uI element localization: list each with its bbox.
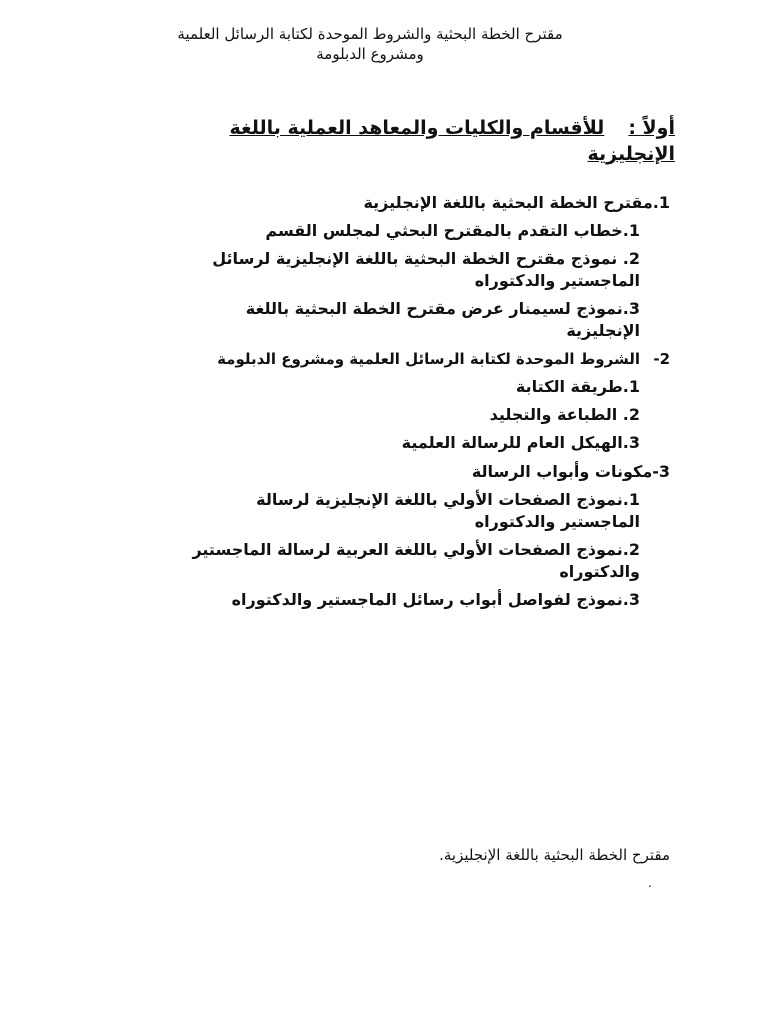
section-3-title: 3-مكونات وأبواب الرسالة (471, 462, 670, 481)
section-2-item-3: 3.الهيكل العام للرسالة العلمية (401, 433, 640, 452)
section-2-item-2: 2. الطباعة والتجليد (489, 405, 640, 424)
section-2-item-1: 1.طريقة الكتابة (515, 377, 640, 396)
section-2-number: 2- (653, 350, 670, 368)
footer-dot: . (648, 876, 652, 890)
section-1-item-3: 3.نموذج لسيمنار عرض مقترح الخطة البحثية باللغة (245, 299, 640, 318)
heading-text-line2: الإنجليزية (587, 143, 675, 165)
section-1-item-3-cont: الإنجليزية (566, 321, 640, 340)
section-3-item-2-cont: والدكتوراه (559, 562, 640, 581)
heading-text-line1: للأقسام والكليات والمعاهد العملية باللغة (229, 117, 605, 139)
document-header-line-2: ومشروع الدبلومة (316, 45, 424, 63)
section-3-item-2: 2.نموذج الصفحات الأولي باللغة العربية لرسالة الماجستير (192, 540, 640, 559)
section-1-item-2: 2. نموذج مقترح الخطة البحثية باللغة الإنجليزية لرسائل (212, 249, 640, 268)
section-heading (95, 115, 675, 167)
section-2-title: الشروط الموحدة لكتابة الرسائل العلمية ومشروع الدبلومة (217, 350, 640, 368)
section-3-item-3: 3.نموذج لفواصل أبواب رسائل الماجستير والدكتوراه (231, 590, 640, 609)
section-3-item-1: 1.نموذج الصفحات الأولي باللغة الإنجليزية لرسالة (256, 490, 640, 509)
footer-text: مقترح الخطة البحثية باللغة الإنجليزية. (439, 846, 670, 864)
document-header-line-1: مقترح الخطة البحثية والشروط الموحدة لكتابة الرسائل العلمية (177, 25, 563, 43)
section-1-item-1: 1.خطاب التقدم بالمقترح البحثي لمجلس القسم (265, 221, 640, 240)
section-3-item-1-cont: الماجستير والدكتوراه (474, 512, 640, 531)
heading-label: أولاً : (628, 117, 675, 139)
section-1-item-2-cont: الماجستير والدكتوراه (474, 271, 640, 290)
section-1-title: 1.مقترح الخطة البحثية باللغة الإنجليزية (363, 193, 670, 212)
